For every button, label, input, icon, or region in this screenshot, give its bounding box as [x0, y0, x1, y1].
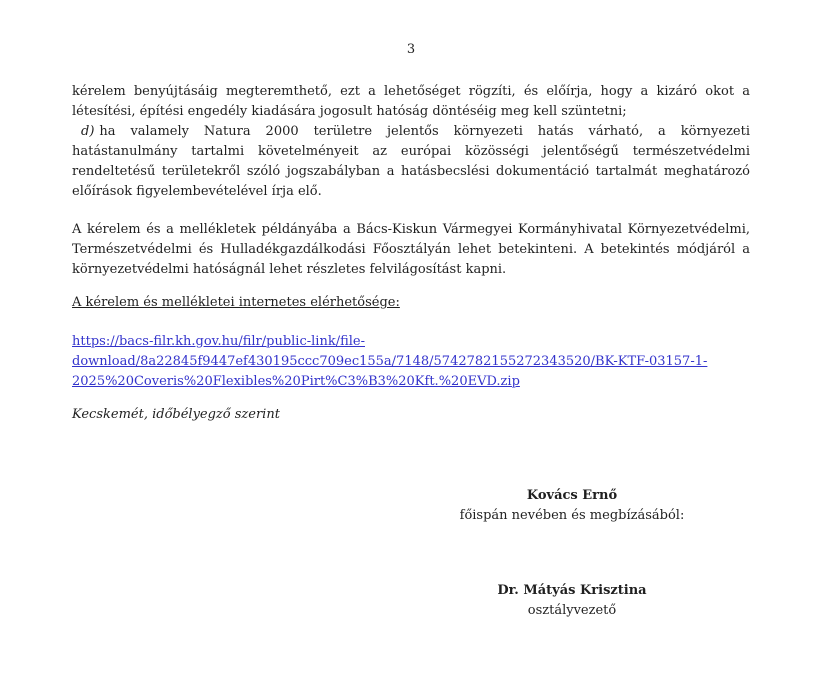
- link-block: [72, 332, 750, 392]
- signature-block-principal: [412, 486, 732, 526]
- download-link-line-3: 2025%20Coveris%20Flexibles%20Pirt%C3%B3%20Kft.%20EVD.zip: [72, 374, 520, 389]
- dateline: Kecskemét, időbélyegző szerint: [72, 407, 280, 422]
- signatory-name: Dr. Mátyás Krisztina: [497, 583, 647, 598]
- download-link[interactable]: [72, 332, 750, 392]
- document-body: [72, 0, 750, 425]
- link-section-heading: A kérelem és mellékletei internetes elérhetősége:: [72, 295, 400, 310]
- list-marker-d: d): [81, 124, 95, 139]
- page-number: 3: [406, 42, 416, 57]
- paragraph-item-d-text: ha valamely Natura 2000 területre jelentős környezeti hatás várható, a környezeti hatástanulmány tartalmi követelményeit az európai közösségi jelentőségű természetvédelmi rendeltetésű területekről szóló jogszabályban a hatásbecslési dokumentáció tartalmát meghatározó előírások figyelembevételével írja elő.: [72, 124, 750, 199]
- signatory-title: főispán nevében és megbízásából:: [459, 508, 685, 523]
- paragraph-inspection-info: A kérelem és a mellékletek példányába a Bács-Kiskun Vármegyei Kormányhivatal Környezetvédelmi, Természetvédelmi és Hulladékgazdálkodási Főosztályán lehet betekinteni. A betekintés módjáról a környezetvédelmi hatóságnál lehet részletes felvilágosítást kapni.: [72, 222, 750, 277]
- signatory-title: osztályvezető: [527, 603, 617, 618]
- paragraph-continuation: kérelem benyújtásáig megteremthető, ezt a lehetőséget rögzíti, és előírja, hogy a kizáró okot a létesítési, építési engedély kiadására jogosult hatóság döntéséig meg kell szüntetni;: [72, 84, 750, 119]
- signatory-name: Kovács Ernő: [526, 488, 618, 503]
- download-link-line-1: https://bacs-filr.kh.gov.hu/filr/public-link/file-: [72, 334, 365, 349]
- paragraph-item-d: [72, 122, 750, 202]
- signature-block-deputy: [412, 581, 732, 621]
- download-link-line-2: download/8a22845f9447ef430195ccc709ec155a/7148/5742782155272343520/BK-KTF-03157-1-: [72, 354, 708, 369]
